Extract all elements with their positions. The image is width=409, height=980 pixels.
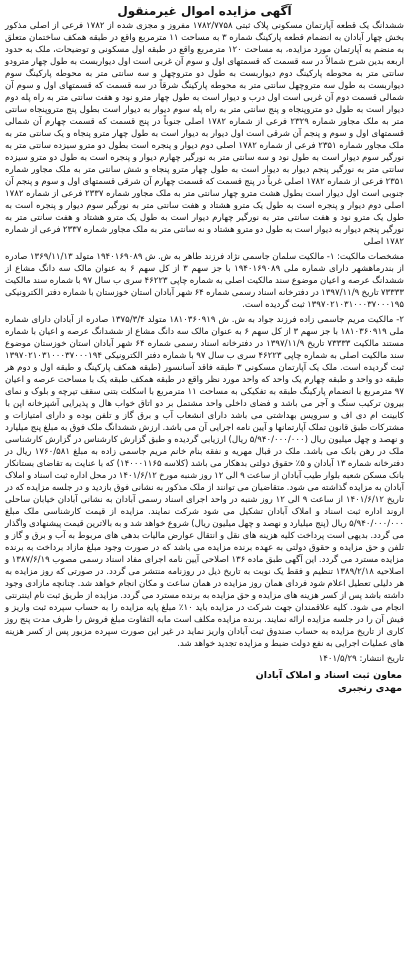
ownership-paragraph-2: ۲- مالکیت مریم جاسمی زاده فرزند جواد به ش. ش ۱۸۱۰۳۶۰۹۱۹ متولد ۱۳۷۵/۳/۴ صادره از آبادان دارای شماره ملی ۱۸۱۰۳۶۰۹۱۹ با جز سهم ۳ از کل سهم ۶ به عنوان مالک سه دانگ مشاع از ششدانگ عرصه و اعیان با شماره مستند مالکیت ۷۳۳۳۳ تاریخ ۱۳۹۷/۱۱/۹ در دفترخانه اسناد رسمی شماره ۶۴ شهر آبادان استان خوزستان موضوع سند مالکیت اصلی به شماره چاپی ۴۶۲۲۳ سری ب سال ۹۷ با شماره دفتر الکترونیکی ۱۳۹۷۰۲۱۰۳۱۰۰۰۳۷۰۰۰۱۹۴ ثبت گردیده است. ملک یک آپارتمان مسکونی ۳ طبقه فاقد آسانسور (طبقه همکف پارکینگ و طبقه اول و دوم هر طبقه دو واحد و طبقه چهارم یک واحد که واحد مورد نظر واقع در طبقه همکف طبقه یک با مساحت عرصه و اعیان ۹۷ مترمربع با انضمام پارکینگ طبقه به تفکیکی به مساحت ۱۱ مترمربع با اسکلت بتنی سقف تیرچه و بلوک و نمای بیرون ترکیب سنگ و آجر می باشد و فضای داخلی واحد مشتمل بر دو اتاق خواب هال و پذیرایی آشپزخانه اپن با کابینت ام دی اف و سرویس بهداشتی می باشد دارای انشعاب آب و برق گاز و تلفن بوده و دارای امتیازات و مشترکات طبق قانون تملک آپارتمانها و آیین نامه اجرایی آن می باشد. ارزش ششدانگ ملک فوق به مبلغ پنج میلیارد و نهصد و چهل میلیون ریال (۵/۹۴۰/۰۰۰/۰۰۰ ریال) ارزیابی گردیده و طبق گزارش کارشناس در گزارش کارشناسی ملک در رهن بانک می باشد. ملک در قبال مهریه و نفقه بنام خانم مریم جاسمی زاده به مبلغ ۱۷۶۰/۵۸۱ ریال در دفترخانه شماره ۱۳ آبادان و ۵٪ حقوق دولتی بدهکار می باشد (کلاسه ۱۴۰۰۰۱۱۶۵) که با عنایت به تقاضای بستانکار بانک مسکن شعبه بلوار طیب آبادان از ساعت ۹ الی ۱۲ روز شنبه مورخ ۱۴۰۱/۶/۱۲ در محل اداره ثبت اسناد و املاک آبادان به مزایده گذاشته می شود. متقاضیان می توانند از ملک مذکور به نشانی فوق بازدید و در جلسه مزایده که در تاریخ ۱۴۰۱/۶/۱۲ از ساعت ۹ الی ۱۲ روز شنبه در واحد اجرای اسناد رسمی آبادان به نشانی آبادان خیابان ساحلی اروند اداره ثبت اسناد و املاک آبادان تشکیل می شود شرکت نمایند. مزایده از قیمت کارشناسی ملک مبلغ ۵/۹۴۰/۰۰۰/۰۰۰ ریال (پنج میلیارد و نهصد و چهل میلیون ریال) شروع خواهد شد و به بالاترین قیمت پیشنهادی واگذار می گردد. بدیهی است پرداخت کلیه هزینه های نقل و انتقال عوارض مالیات بدهی های مربوط به آب و برق و گاز و تلفن و حق مزایده و حقوق دولتی به عهده برنده مزایده می باشد که در صورت وجود مبلغ مازاد برداخت به برنده مزایده مسترد می گردد. این آگهی طبق ماده ۱۳۶ اصلاحی آیین نامه اجرای مفاد اسناد رسمی مصوب ۱۳۸۷/۶/۱۹ و اصلاحیه ۱۳۸۹/۲/۱۸ تنظیم و فقط یک نوبت به تاریخ ذیل در روزنامه منتشر می گردد. در صورتی که روز مزایده به هر دلیلی تعطیل اعلام شود فردای همان روز مزایده در همان ساعت و مکان انجام خواهد شد. چنانچه مازادی وجود داشته باشد پس از کسر هزینه های مزایده و حق مزایده به برنده مسترد می گردد. مزایده از طریق ثبت نام اینترنتی انجام می شود. کلیه علاقمندان جهت شرکت در مزایده باید ۱۰٪ مبلغ پایه مزایده را به حساب سپرده ثبت واریز و فیش آن را در جلسه مزایده ارائه نمایند. برنده مزایده مکلف است مابه التفاوت مبلغ فروش را ظرف مدت پنج روز کاری از تاریخ مزایده به حساب صندوق ثبت آبادان واریز نماید در غیر این صورت سپرده مزبور پس از کسر هزینه های عملیات اجرایی به نفع دولت ضبط و مزایده تجدید خواهد شد. <box>5 315 405 649</box>
ownership-paragraph-1: مشخصات مالکیت: ۱- مالکیت سلمان جاسمی نژاد فرزند طاهر به ش. ش ۱۹۴۰۱۶۹۰۸۹ متولد ۱۳۶۹/۱۱/۱۳ صادره از بندرماهشهر دارای شماره ملی ۱۹۴۰۱۶۹۰۸۹ با جز سهم ۳ از کل سهم ۶ به عنوان مالک سه دانگ مشاع از ششدانگ عرصه و اعیان موضوع سند مالکیت اصلی به شماره چاپی ۴۶۲۲۳ سری ب سال ۹۷ با شماره سند مالکیت ۷۳۳۳۳ تاریخ ۱۳۹۷/۱۱/۹ در دفترخانه اسناد رسمی شماره ۶۴ شهر آبادان استان خوزستان با شماره دفتر الکترونیکی ۱۳۹۷۰۲۱۰۳۱۰۰۰۳۷۰۰۰۱۹۵ ثبت گردیده است. <box>5 252 405 310</box>
signature-title: معاون ثبت اسناد و املاک آبادان <box>255 670 402 681</box>
notice-title: آگهی مزایده اموال غیرمنقول <box>117 4 292 18</box>
signature-name: مهدی رنجبری <box>337 683 402 694</box>
property-description-paragraph: ششدانگ یک قطعه آپارتمان مسکونی پلاک ثبتی ۱۷۸۲/۷۷۵۸ مفروز و مجزی شده از ۱۷۸۲ فرعی از اصلی مذکور بخش چهار آبادان به انضمام قطعه پارکینگ شماره ۳ به مساحت ۱۱ مترمربع واقع در طبقه همکف ساختمان متعلق به منضم به آپارتمان مورد مزایده، به مساحت ۱۲۰ مترمربع واقع در طبقه اول مسکونی و توضیحات، ملک به حدود اربعه بدین شرح شمالاً در سه قسمت که قسمتهای اول و سوم آن غربی است اول دیواربست به طول چهار مترودو سانتی متر به محوطه پارکینگ دوم دیواربست به طول دو متروچهل و سه سانتی متر به محوطه پارکینگ سوم دیواربست به طول سه متروچهل سانتی متر به محوطه پارکینگ شرقاً در سه قسمت که قسمتهای اول و سوم آن شمالی قسمت دوم آن غربی است اول درب و دیوار است به طول چهار مترو نود و هفت سانتی متر به راه پله دوم دیوار است به طول دو متروپنجاه و پنج سانتی متر به راه پله سوم دیوار به دیوار است بطول پنج متروپنجاه سانتی متر به ملک مجاور شماره ۲۳۲۹ فرعی از شماره ۱۷۸۲ اصلی جنوباً در پنج قسمت که قسمت چهارم آن شمالی قسمتهای اول و سوم و پنجم آن شرقی است اول دیوار به دیوار است به طول چهار مترو پنجاه و یک سانتی متر به ملک مجاور شماره ۲۳۵۱ فرعی از شماره ۱۷۸۲ اصلی دوم دیوار و پنجره است بطول دو مترو سیزده سانتی متر به نورگیر سوم دیوار است به طول نود و سه سانتی متر به نورگیر چهارم دیوار و پنجره است به طول دو مترو سیزده سانتی متر به نورگیر پنجم دیوار به دیوار است به طول چهار مترو پنجاه و شش سانتی متر به ملک مجاور شماره ۲۳۵۱ فرعی از شماره ۱۷۸۲ اصلی غرباً در پنج قسمت که قسمت چهارم آن شرقی قسمتهای اول و سوم و پنجم آن جنوبی است اول دیوار است بطول هشت مترو چهار سانتی متر به ملک مجاور شماره ۲۳۳۷ فرعی از شماره ۱۷۸۲ اصلی دوم دیوار و پنجره است به طول یک مترو هشتاد و هفت سانتی متر به نورگیر سوم دیوار و پنجره است به طول یک مترو نود و هفت سانتی متر به نورگیر چهارم دیوار است به طول یک مترو هشتاد و هفت سانتی متر به نورگیر پنجم دیوار به دیوار است به طول دو مترو هشتاد و نه سانتی متر به ملک مجاور شماره ۲۳۳۷ فرعی از شماره ۱۷۸۲ اصلی <box>5 21 405 247</box>
signature-block <box>5 669 404 695</box>
publish-date: تاریخ انتشار: ۱۴۰۱/۵/۲۹ <box>318 654 404 664</box>
